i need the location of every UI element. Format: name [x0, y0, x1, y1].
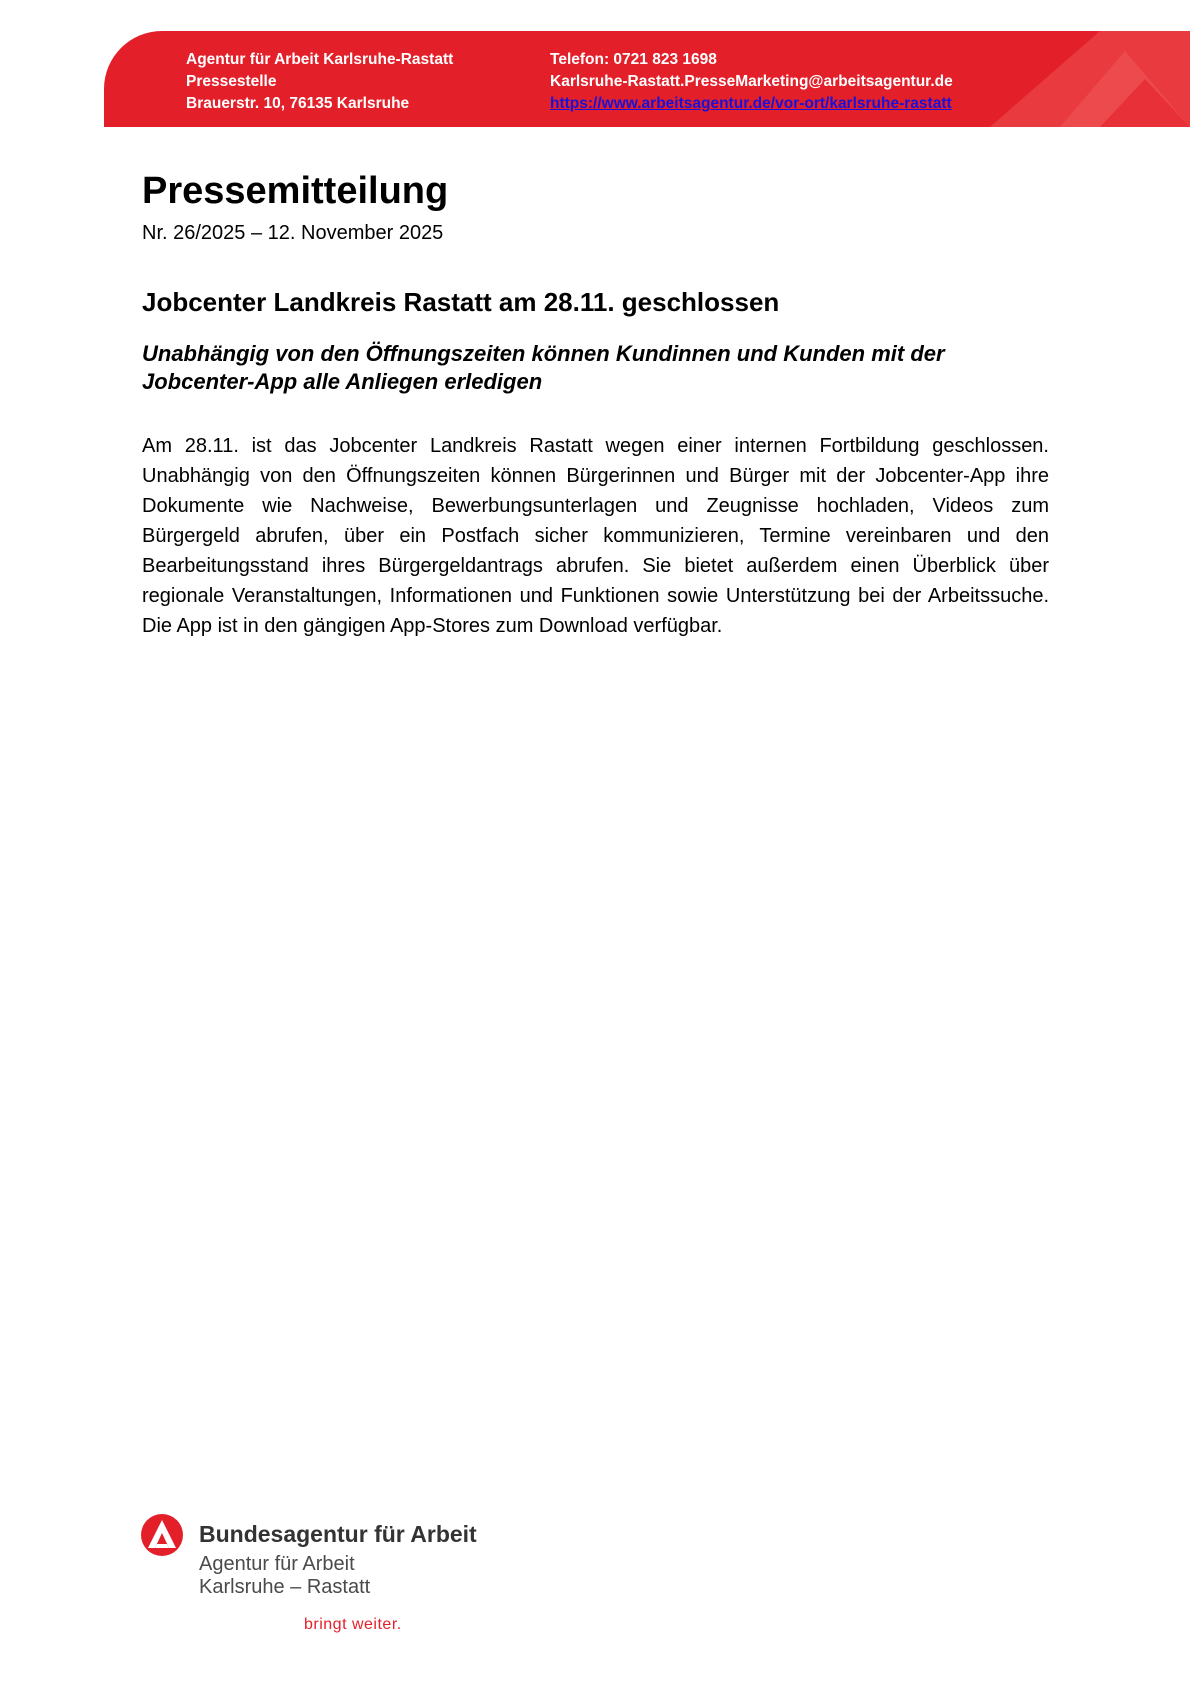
header-contact-right — [550, 49, 953, 115]
press-headline: Jobcenter Landkreis Rastatt am 28.11. geschlossen — [142, 287, 780, 317]
logo-subtitle — [199, 1553, 370, 1599]
logo-subtitle-line1: Agentur für Arbeit — [199, 1553, 355, 1575]
header-address: Brauerstr. 10, 76135 Karlsruhe — [186, 95, 410, 112]
logo-slogan: bringt weiter. — [304, 1616, 402, 1633]
header-contact-left — [186, 49, 453, 115]
logo-name: Bundesagentur für Arbeit — [199, 1521, 477, 1547]
ba-logo-icon — [140, 1513, 184, 1557]
header-department: Pressestelle — [186, 73, 277, 90]
header-website-link[interactable]: https://www.arbeitsagentur.de/vor-ort/karlsruhe-rastatt — [550, 95, 952, 112]
header-phone: Telefon: 0721 823 1698 — [550, 51, 717, 68]
page-title: Pressemitteilung — [142, 170, 449, 212]
press-body-text: Am 28.11. ist das Jobcenter Landkreis Rastatt wegen einer internen Fortbildung geschlossen. Unabhängig von den Öffnungszeiten können Bürgerinnen und Bürger mit der Jobcenter-App ihre Dokumente wie Nachweise, Bewerbungsunterlagen und Zeugnisse hochladen, Videos zum Bürgergeld abrufen, über ein Postfach sicher kommunizieren, Termine vereinbaren und den Bearbeitungsstand ihres Bürgergeldantrags abrufen. Sie bietet außerdem einen Überblick über regionale Veranstaltungen, Informationen und Funktionen sowie Unterstützung bei der Arbeitssuche. Die App ist in den gängigen App-Stores zum Download verfügbar. — [142, 435, 1049, 637]
header-org-name: Agentur für Arbeit Karlsruhe-Rastatt — [186, 51, 454, 68]
press-subheadline: Unabhängig von den Öffnungszeiten können Kundinnen und Kunden mit der Jobcenter-App alle Anliegen erledigen — [142, 341, 945, 394]
document-number-date: Nr. 26/2025 – 12. November 2025 — [142, 222, 444, 244]
header-email: Karlsruhe-Rastatt.PresseMarketing@arbeitsagentur.de — [550, 73, 953, 90]
header-banner — [104, 31, 1190, 127]
logo-subtitle-line2: Karlsruhe – Rastatt — [199, 1576, 371, 1598]
banner-decoration-icon — [950, 31, 1190, 127]
